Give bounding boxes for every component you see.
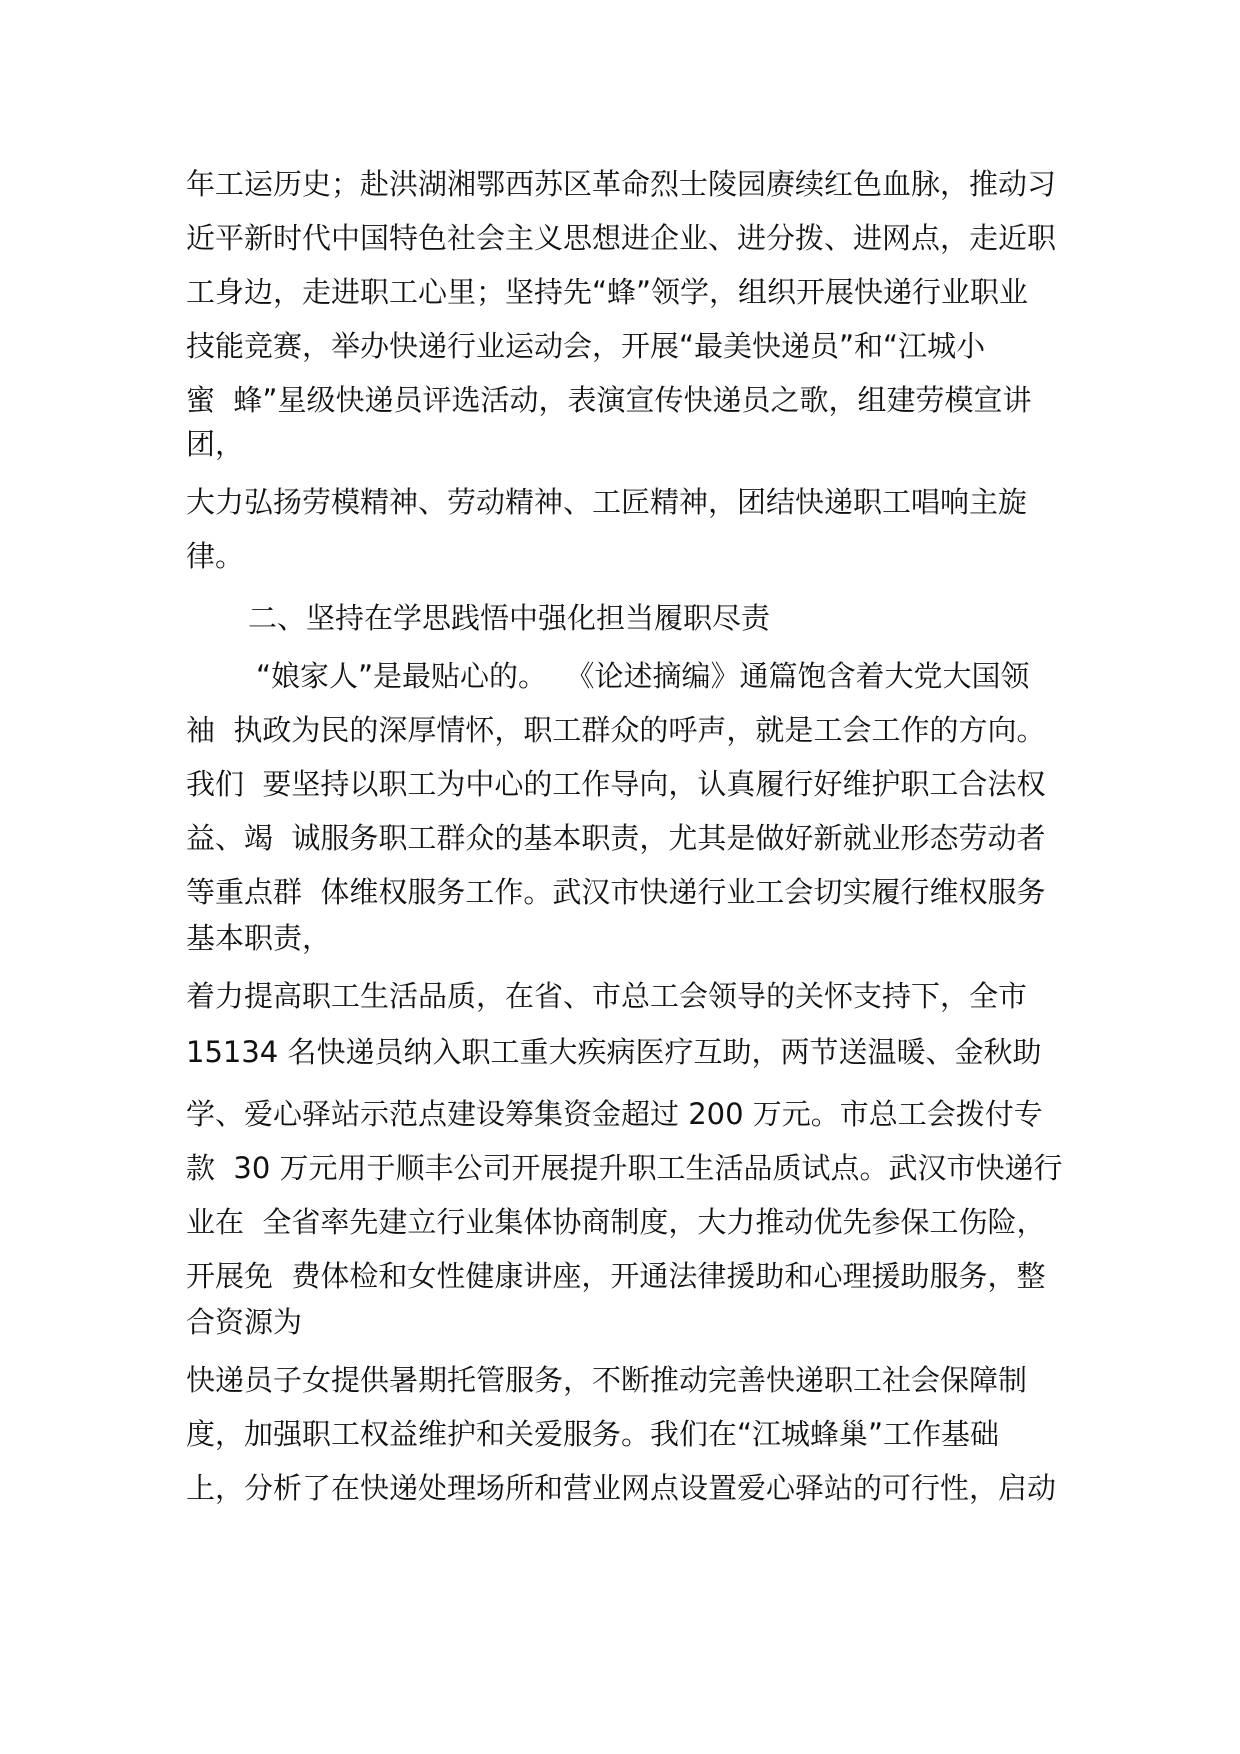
text-line: 着力提高职工生活品质，在省、市总工会领导的关怀支持下，全市 — [186, 979, 1028, 1013]
text-line: 上，分析了在快递处理场所和营业网点设置爱心驿站的可行性，启动 — [186, 1471, 1057, 1505]
text-line: 蜜 蜂”星级快递员评选活动，表演宣传快递员之歌，组建劳模宣讲 — [186, 383, 1032, 417]
text-line: 益、竭 诚服务职工群众的基本职责，尤其是做好新就业形态劳动者 — [186, 821, 1046, 855]
text-line: 袖 执政为民的深厚情怀，职工群众的呼声，就是工会工作的方向。 — [186, 713, 1046, 747]
text-line: 开展免 费体检和女性健康讲座，开通法律援助和心理援助服务，整 — [186, 1259, 1046, 1293]
text-line: 大力弘扬劳模精神、劳动精神、工匠精神，团结快递职工唱响主旋 — [186, 485, 1028, 519]
text-line: 我们 要坚持以职工为中心的工作导向，认真履行好维护职工合法权 — [186, 767, 1046, 801]
text-line: 技能竞赛，举办快递行业运动会，开展“最美快递员”和“江城小 — [186, 329, 986, 363]
text-line: 等重点群 体维权服务工作。武汉市快递行业工会切实履行维权服务 — [186, 875, 1046, 909]
text-line: 业在 全省率先建立行业集体协商制度，大力推动优先参保工伤险， — [186, 1205, 1046, 1239]
text-line: 合资源为 — [186, 1305, 303, 1339]
text-line: 款 30 万元用于顺丰公司开展提升职工生活品质试点。武汉市快递行 — [186, 1151, 1063, 1185]
text-line: 基本职责， — [186, 921, 332, 955]
text-line: 学、爱心驿站示范点建设筹集资金超过 200 万元。市总工会拨付专 — [186, 1097, 1043, 1131]
section-heading: 二、坚持在学思践悟中强化担当履职尽责 — [248, 601, 771, 635]
text-line: 近平新时代中国特色社会主义思想进企业、进分拨、进网点，走近职 — [186, 221, 1057, 255]
text-line: 15134 名快递员纳入职工重大疾病医疗互助，两节送温暖、金秋助 — [186, 1035, 1042, 1069]
text-line: 快递员子女提供暑期托管服务，不断推动完善快递职工社会保障制 — [186, 1363, 1028, 1397]
text-line: 年工运历史；赴洪湖湘鄂西苏区革命烈士陵园赓续红色血脉，推动习 — [186, 167, 1057, 201]
text-line: “娘家人”是最贴心的。 《论述摘编》通篇饱含着大党大国领 — [256, 659, 1030, 693]
text-line: 工身边，走进职工心里；坚持先“蜂”领学，组织开展快递行业职业 — [186, 275, 1029, 309]
text-line: 律。 — [186, 539, 245, 573]
text-line: 度，加强职工权益维护和关爱服务。我们在“江城蜂巢”工作基础 — [186, 1417, 1000, 1451]
text-line: 团， — [186, 427, 245, 461]
